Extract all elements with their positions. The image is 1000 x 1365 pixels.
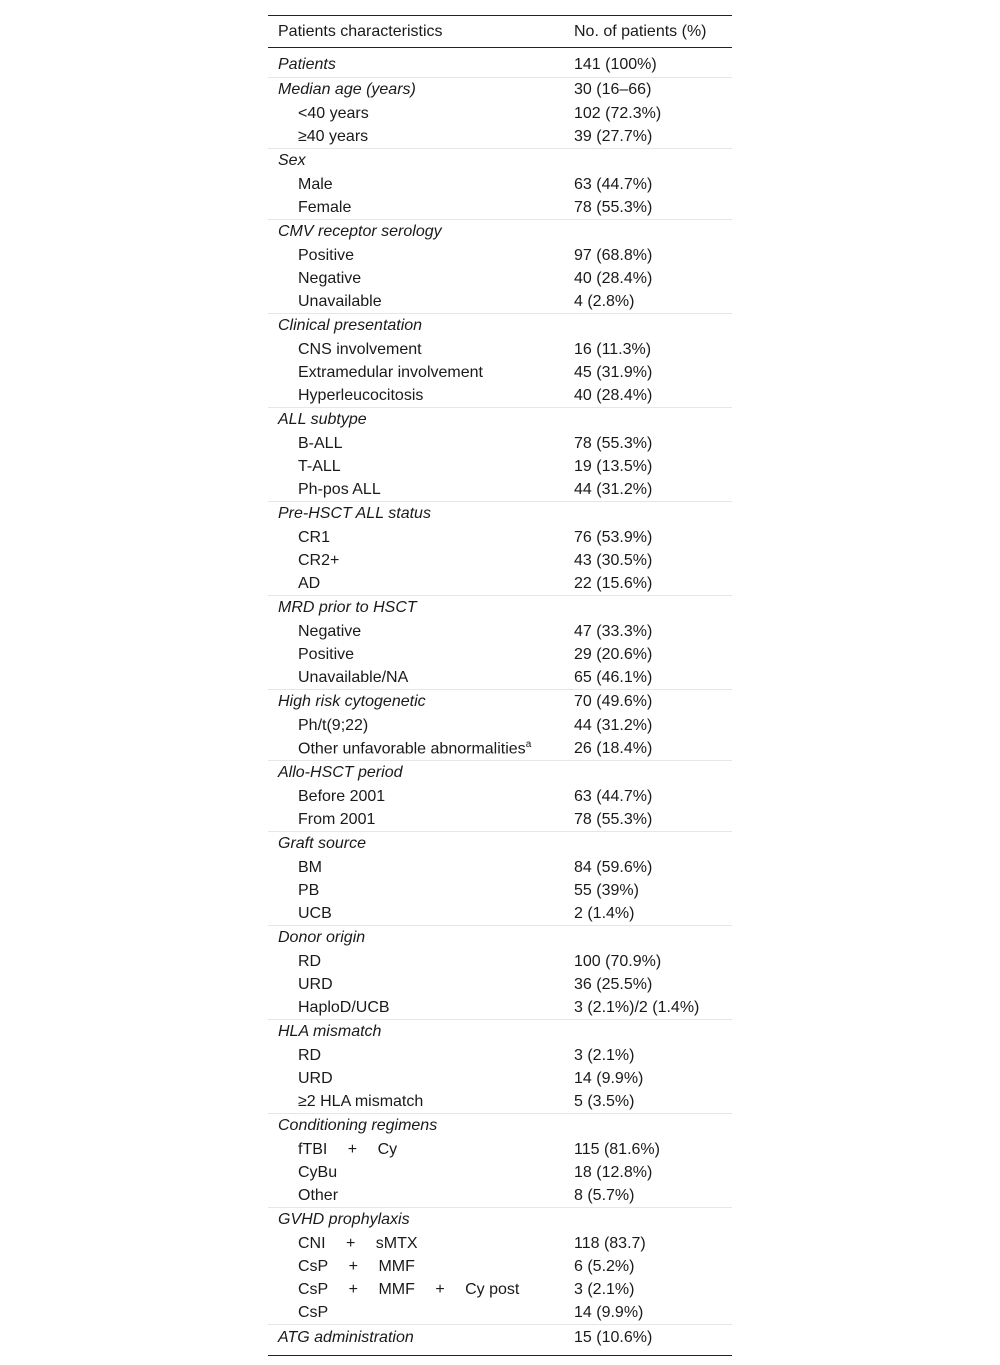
label-text: CsP: [298, 1303, 329, 1321]
patient-count-value: 6 (5.2%): [574, 1257, 635, 1275]
label-text: Male: [298, 175, 333, 193]
header-characteristics: Patients characteristics: [268, 16, 566, 48]
label-text: RD: [298, 952, 322, 970]
table-row: [268, 290, 732, 314]
table-row: [268, 666, 732, 690]
patient-count-value: [566, 1114, 732, 1139]
table-row: [268, 455, 732, 478]
row-label: [268, 737, 566, 761]
table-row: [268, 478, 732, 502]
patient-count-value: 26 (18.4%): [574, 739, 653, 757]
label-text: Unavailable: [298, 292, 382, 310]
patient-count-value: 3 (2.1%)/2 (1.4%): [574, 998, 700, 1016]
patient-count-value: 44 (31.2%): [574, 480, 653, 498]
table-row-group: [268, 832, 732, 857]
table-row: [268, 572, 732, 596]
patient-count-value: [566, 926, 732, 951]
table-row: [268, 950, 732, 973]
label-text: Negative: [298, 269, 362, 287]
table-row-group: [268, 926, 732, 951]
row-label: [268, 455, 566, 478]
table-row: [268, 244, 732, 267]
table-row: [268, 1184, 732, 1208]
header-row: [268, 16, 732, 48]
row-label: [268, 384, 566, 408]
table-row-group: [268, 1020, 732, 1045]
row-label: [268, 620, 566, 643]
row-label: [268, 290, 566, 314]
patient-count-value: 44 (31.2%): [574, 716, 653, 734]
row-label: [268, 1184, 566, 1208]
row-label: [268, 338, 566, 361]
label-text: CMV receptor serology: [278, 223, 442, 240]
patient-count-value: 39 (27.7%): [574, 127, 653, 145]
row-label: [268, 526, 566, 549]
patient-count-value: 102 (72.3%): [574, 104, 662, 122]
group-label: [268, 1114, 566, 1139]
table-row-group: [268, 1114, 732, 1139]
patient-count-value: 78 (55.3%): [574, 198, 653, 216]
group-label: [268, 149, 566, 174]
table-row: [268, 102, 732, 125]
row-label: [268, 244, 566, 267]
header-patient-count: No. of patients (%): [566, 16, 732, 48]
group-label: [268, 78, 566, 103]
patient-count-value: 78 (55.3%): [574, 434, 653, 452]
row-label: [268, 950, 566, 973]
patient-count-value: [566, 832, 732, 857]
patient-count-value: 3 (2.1%): [574, 1280, 635, 1298]
patient-count-value: 40 (28.4%): [574, 386, 653, 404]
group-label: [268, 220, 566, 245]
label-text: Female: [298, 198, 352, 216]
patient-count-value: [566, 149, 732, 174]
group-label: [268, 690, 566, 715]
label-text: <40 years: [298, 104, 369, 122]
row-label: [268, 432, 566, 455]
row-label: [268, 666, 566, 690]
patient-count-value: 16 (11.3%): [574, 340, 652, 358]
label-text: From 2001: [298, 810, 376, 828]
label-text: HaploD/UCB: [298, 998, 390, 1016]
group-label: [268, 1325, 566, 1356]
table-row-group: [268, 220, 732, 245]
patient-count-value: 18 (12.8%): [574, 1163, 653, 1181]
label-text: Hyperleucocitosis: [298, 386, 424, 404]
row-label: [268, 549, 566, 572]
row-label: [268, 267, 566, 290]
patient-count-value: 40 (28.4%): [574, 269, 653, 287]
label-text: Other unfavorable abnormalities: [298, 740, 526, 758]
row-label: [268, 714, 566, 737]
label-text: Positive: [298, 645, 355, 663]
label-text: Conditioning regimens: [278, 1117, 438, 1134]
label-text: Other: [298, 1186, 339, 1204]
row-label: [268, 879, 566, 902]
row-label: [268, 1301, 566, 1325]
group-label: [268, 1208, 566, 1233]
label-text: ATG administration: [278, 1329, 414, 1346]
table-row: [268, 785, 732, 808]
row-label: [268, 173, 566, 196]
patient-count-value: 30 (16–66): [566, 78, 732, 103]
patient-count-value: 97 (68.8%): [574, 246, 653, 264]
table-row-group: [268, 48, 732, 78]
row-label: [268, 1278, 566, 1301]
label-text: Patients: [278, 55, 336, 73]
patient-count-value: 118 (83.7): [574, 1234, 646, 1252]
group-label: [268, 832, 566, 857]
patient-count-value: [566, 596, 732, 621]
label-text: ALL subtype: [278, 411, 367, 428]
table-row-group: [268, 690, 732, 715]
label-text: Allo-HSCT period: [278, 764, 403, 781]
table-row: [268, 549, 732, 572]
label-text: MRD prior to HSCT: [278, 599, 417, 616]
table-row-group: [268, 1208, 732, 1233]
table-header: [268, 16, 732, 48]
table-row: [268, 1067, 732, 1090]
group-label: [268, 1020, 566, 1045]
table-row: [268, 361, 732, 384]
patient-count-value: [566, 1020, 732, 1045]
row-label: [268, 785, 566, 808]
table-row-group: [268, 761, 732, 786]
label-text: UCB: [298, 904, 332, 922]
label-text: URD: [298, 975, 333, 993]
table-row-group: [268, 408, 732, 433]
label-text: Ph-pos ALL: [298, 480, 381, 498]
patient-count-value: 14 (9.9%): [574, 1069, 644, 1087]
table-row: [268, 714, 732, 737]
table-row-group: [268, 314, 732, 339]
table-row: [268, 1232, 732, 1255]
table-row-group: [268, 78, 732, 103]
row-label: [268, 478, 566, 502]
patient-count-value: 2 (1.4%): [574, 904, 635, 922]
patient-count-value: 8 (5.7%): [574, 1186, 635, 1204]
row-label: [268, 1161, 566, 1184]
patient-count-value: 22 (15.6%): [574, 574, 653, 592]
label-text: B-ALL: [298, 434, 343, 452]
label-text: HLA mismatch: [278, 1023, 382, 1040]
patient-count-value: [566, 314, 732, 339]
label-text: Clinical presentation: [278, 317, 423, 334]
patient-count-value: 63 (44.7%): [574, 175, 653, 193]
patient-count-value: 47 (33.3%): [574, 622, 653, 640]
patient-count-value: [566, 761, 732, 786]
patient-count-value: 115 (81.6%): [574, 1140, 660, 1158]
patient-count-value: 36 (25.5%): [574, 975, 653, 993]
label-text: Extramedular involvement: [298, 363, 483, 381]
table-row: [268, 856, 732, 879]
row-label: [268, 1138, 566, 1161]
patient-count-value: 65 (46.1%): [574, 668, 653, 686]
table-body: [268, 48, 732, 1356]
patient-count-value: 84 (59.6%): [574, 858, 653, 876]
table-row: [268, 1301, 732, 1325]
table-row-group: [268, 502, 732, 527]
table-row: [268, 1138, 732, 1161]
row-label: [268, 1255, 566, 1278]
group-label: [268, 596, 566, 621]
table-row: [268, 267, 732, 290]
table-row: [268, 1161, 732, 1184]
patient-count-value: 19 (13.5%): [574, 457, 653, 475]
patient-count-value: 100 (70.9%): [574, 952, 662, 970]
label-text: Pre-HSCT ALL status: [278, 505, 431, 522]
patient-count-value: [566, 220, 732, 245]
row-label: [268, 808, 566, 832]
table-row-group: [268, 149, 732, 174]
table-row: [268, 196, 732, 220]
table-row: [268, 1278, 732, 1301]
row-label: [268, 1232, 566, 1255]
label-text: Graft source: [278, 835, 367, 852]
patient-count-value: 76 (53.9%): [574, 528, 653, 546]
table-row: [268, 432, 732, 455]
table-row: [268, 526, 732, 549]
table-row: [268, 737, 732, 761]
row-label: [268, 196, 566, 220]
group-label: [268, 926, 566, 951]
label-text: CR2+: [298, 551, 340, 569]
patient-count-value: [566, 408, 732, 433]
table-row: [268, 808, 732, 832]
table-row: [268, 338, 732, 361]
patient-count-value: 45 (31.9%): [574, 363, 653, 381]
label-text: Unavailable/NA: [298, 668, 409, 686]
row-label: [268, 1067, 566, 1090]
label-text: High risk cytogenetic: [278, 693, 426, 710]
patient-count-value: [566, 502, 732, 527]
table-row: [268, 879, 732, 902]
patient-count-value: 78 (55.3%): [574, 810, 653, 828]
label-text: Median age (years): [278, 81, 416, 98]
group-label: [268, 761, 566, 786]
patient-characteristics-table-wrap: [268, 15, 732, 1356]
label-text: CsP + MMF + Cy post: [298, 1280, 520, 1298]
patient-count-value: 70 (49.6%): [566, 690, 732, 715]
label-text: BM: [298, 858, 322, 876]
group-label: [268, 408, 566, 433]
patient-count-value: 29 (20.6%): [574, 645, 653, 663]
row-label: [268, 856, 566, 879]
patient-count-value: 3 (2.1%): [574, 1046, 635, 1064]
group-label: [268, 48, 566, 78]
label-text: Negative: [298, 622, 362, 640]
label-text: fTBI + Cy: [298, 1140, 398, 1158]
table-row: [268, 1255, 732, 1278]
table-row: [268, 973, 732, 996]
table-row: [268, 902, 732, 926]
patient-count-value: 63 (44.7%): [574, 787, 653, 805]
label-text: PB: [298, 881, 320, 899]
table-row: [268, 996, 732, 1020]
table-row: [268, 1090, 732, 1114]
row-label: [268, 996, 566, 1020]
patient-count-value: 55 (39%): [574, 881, 639, 899]
table-row-group: [268, 596, 732, 621]
patient-count-value: 15 (10.6%): [566, 1325, 732, 1356]
row-label: [268, 973, 566, 996]
label-text: Donor origin: [278, 929, 366, 946]
label-text: AD: [298, 574, 321, 592]
label-text: RD: [298, 1046, 322, 1064]
row-label: [268, 902, 566, 926]
group-label: [268, 314, 566, 339]
row-label: [268, 1044, 566, 1067]
table-row-group: [268, 1325, 732, 1356]
row-label: [268, 102, 566, 125]
label-text: CR1: [298, 528, 331, 546]
row-label: [268, 361, 566, 384]
table-row: [268, 173, 732, 196]
label-text: Positive: [298, 246, 355, 264]
row-label: [268, 125, 566, 149]
group-label: [268, 502, 566, 527]
patient-count-value: 141 (100%): [574, 55, 657, 73]
patient-count-value: 5 (3.5%): [574, 1092, 635, 1110]
label-text: Before 2001: [298, 787, 386, 805]
table-row: [268, 125, 732, 149]
label-text: ≥40 years: [298, 127, 369, 145]
table-row: [268, 620, 732, 643]
label-text: ≥2 HLA mismatch: [298, 1092, 424, 1110]
patient-count-value: 14 (9.9%): [574, 1303, 644, 1321]
patient-characteristics-table: [268, 15, 732, 1356]
patient-count-value: 4 (2.8%): [574, 292, 635, 310]
row-label: [268, 643, 566, 666]
table-row: [268, 643, 732, 666]
label-text: Ph/t(9;22): [298, 716, 369, 734]
label-text: URD: [298, 1069, 333, 1087]
label-text: T-ALL: [298, 457, 341, 475]
label-text: Sex: [278, 152, 306, 169]
table-row: [268, 384, 732, 408]
label-text: CNS involvement: [298, 340, 422, 358]
patient-count-value: [566, 1208, 732, 1233]
label-text: CyBu: [298, 1163, 338, 1181]
table-row: [268, 1044, 732, 1067]
patient-count-value: 43 (30.5%): [574, 551, 653, 569]
label-text: CNI + sMTX: [298, 1234, 418, 1252]
label-text: CsP + MMF: [298, 1257, 415, 1275]
row-label: [268, 1090, 566, 1114]
row-label: [268, 572, 566, 596]
footnote-marker: a: [525, 738, 532, 750]
label-text: GVHD prophylaxis: [278, 1211, 410, 1228]
